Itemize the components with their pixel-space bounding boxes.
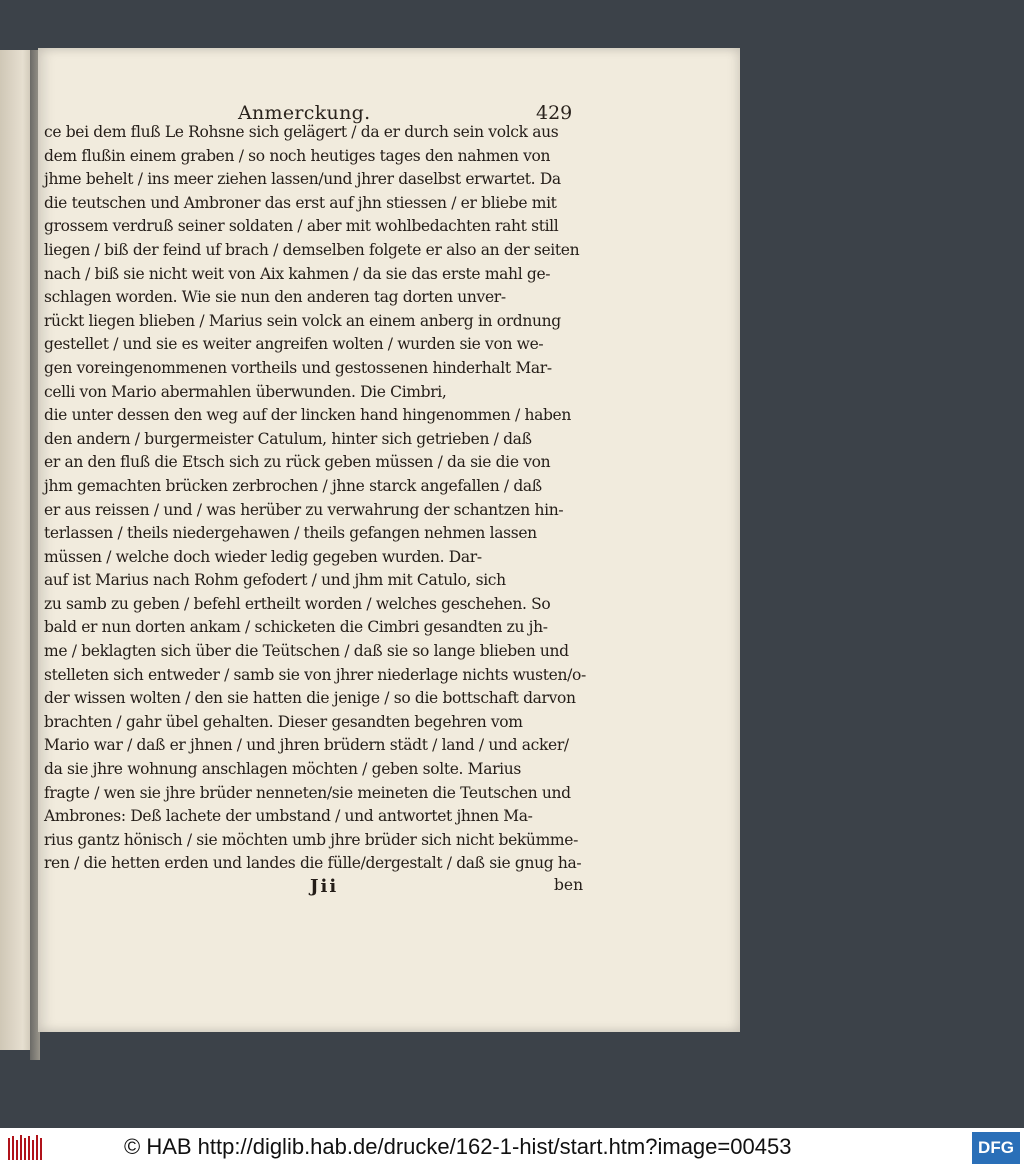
dfg-logo: DFG <box>972 1132 1020 1164</box>
text-line: jhm gemachten brücken zerbrochen / jhne starck angefallen / daß <box>44 476 542 495</box>
text-line: ce bei dem fluß Le Rohsne sich gelägert / da er durch sein volck aus <box>44 123 559 141</box>
footer-bar <box>0 1128 1024 1168</box>
text-line: gestellet / und sie es weiter angreifen wolten / wurden sie von we- <box>44 335 544 354</box>
text-line: brachten / gahr übel gehalten. Dieser gesandten begehren vom <box>44 712 523 731</box>
page-body-text <box>44 121 592 876</box>
text-line: rückt liegen blieben / Marius sein volck an einem anberg in ordnung <box>44 311 561 330</box>
text-line: bald er nun dorten ankam / schicketen die Cimbri gesandten zu jh- <box>44 618 548 637</box>
hab-logo-icon <box>6 1132 46 1164</box>
text-line: der wissen wolten / den sie hatten die jenige / so die bottschaft darvon <box>44 689 576 708</box>
text-line: me / beklagten sich über die Teütschen / daß sie so lange blieben und <box>44 642 569 661</box>
page-footer-line <box>38 876 598 900</box>
text-line: auf ist Marius nach Rohm gefodert / und jhm mit Catulo, sich <box>44 571 506 590</box>
text-line: terlassen / theils niedergehawen / theils gefangen nehmen lassen <box>44 524 537 543</box>
running-head: Anmerckung. <box>238 102 371 124</box>
text-line: müssen / welche doch wieder ledig gegeben wurden. Dar- <box>44 547 482 566</box>
text-line: stelleten sich entweder / samb sie von jhrer niederlage nichts wusten/o- <box>44 665 586 684</box>
text-line: Mario war / daß er jhnen / und jhren brüdern städt / land / und acker/ <box>44 736 569 755</box>
text-line: rius gantz hönisch / sie möchten umb jhre brüder sich nicht bekümme- <box>44 830 578 849</box>
text-line: gen voreingenommenen vortheils und gestossenen hinderhalt Mar- <box>44 358 552 377</box>
text-line: ren / die hetten erden und landes die fülle/dergestalt / daß sie gnug ha- <box>44 854 582 873</box>
text-line: die unter dessen den weg auf der lincken hand hingenommen / haben <box>44 406 572 425</box>
catchword: ben <box>554 876 584 894</box>
book-page <box>38 48 740 1032</box>
copyright-url[interactable]: © HAB http://diglib.hab.de/drucke/162-1-hist/start.htm?image=00453 <box>124 1134 792 1159</box>
signature-mark: Jii <box>310 876 339 897</box>
text-line: liegen / biß der feind uf brach / demselben folgete er also an der seiten <box>44 240 580 259</box>
text-line: celli von Mario abermahlen überwunden. Die Cimbri, <box>44 382 447 401</box>
page-number: 429 <box>536 102 573 124</box>
text-line: er aus reissen / und / was herüber zu verwahrung der schantzen hin- <box>44 500 564 519</box>
text-line: schlagen worden. Wie sie nun den anderen tag dorten unver- <box>44 288 506 307</box>
text-line: fragte / wen sie jhre brüder nenneten/sie meineten die Teutschen und <box>44 783 571 802</box>
text-line: grossem verdruß seiner soldaten / aber mit wohlbedachten raht still <box>44 217 559 236</box>
text-line: er an den fluß die Etsch sich zu rück geben müssen / da sie die von <box>44 453 551 472</box>
text-line: dem flußin einem graben / so noch heutiges tages den nahmen von <box>44 146 551 165</box>
text-line: jhme behelt / ins meer ziehen lassen/und jhrer daselbst erwartet. Da <box>44 170 561 189</box>
text-line: nach / biß sie nicht weit von Aix kahmen / da sie das erste mahl ge- <box>44 264 551 283</box>
text-line: Ambrones: Deß lachete der umbstand / und antwortet jhnen Ma- <box>44 807 533 826</box>
text-line: die teutschen und Ambroner das erst auf jhn stiessen / er bliebe mit <box>44 193 557 212</box>
text-line: zu samb zu geben / befehl ertheilt worden / welches geschehen. So <box>44 594 551 613</box>
text-line: den andern / burgermeister Catulum, hinter sich getrieben / daß <box>44 429 532 448</box>
text-line: da sie jhre wohnung anschlagen möchten / geben solte. Marius <box>44 760 521 779</box>
